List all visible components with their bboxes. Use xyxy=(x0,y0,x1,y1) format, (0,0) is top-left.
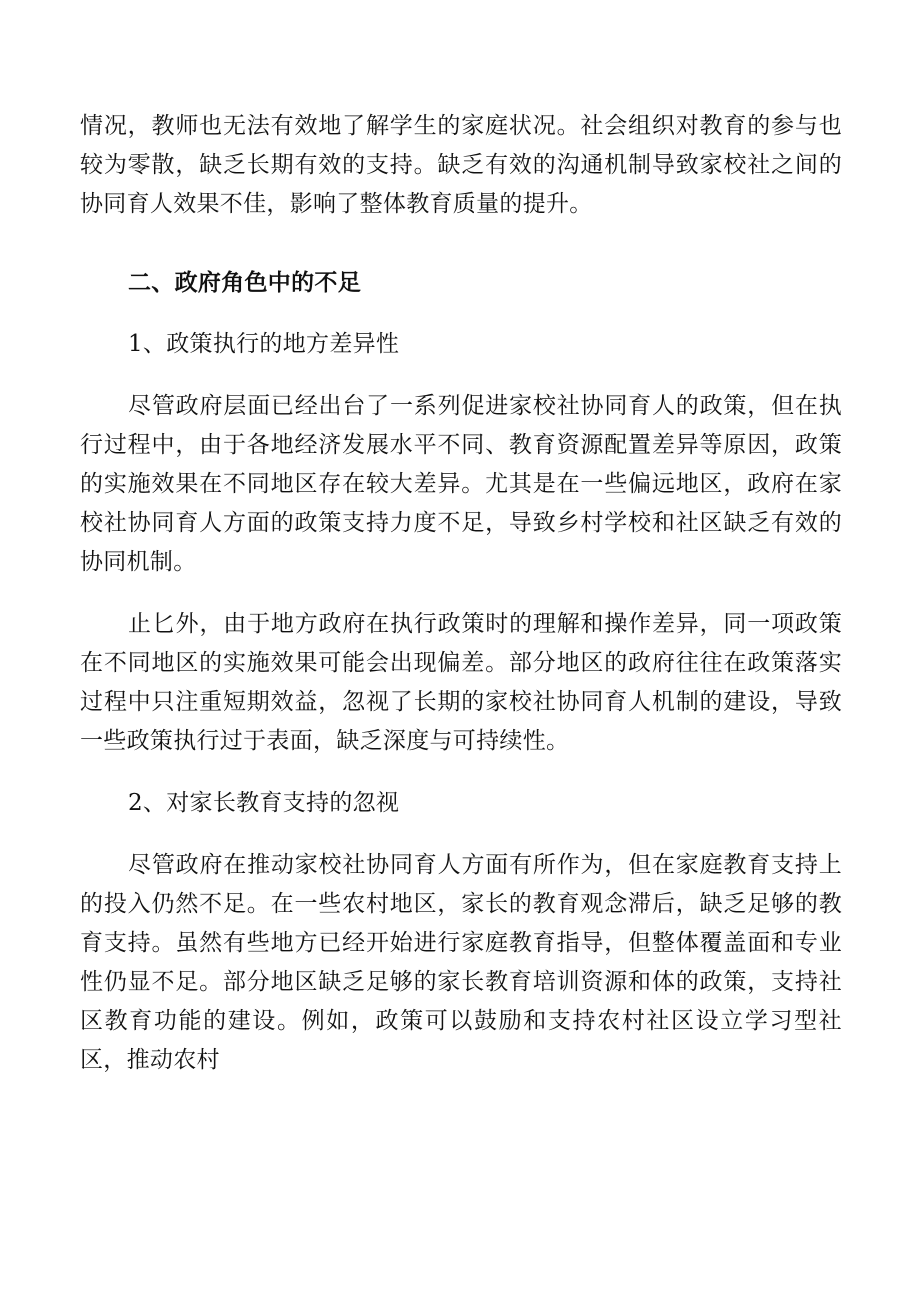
paragraph: 尽管政府层面已经出台了一系列促进家校社协同育人的政策，但在执行过程中，由于各地经济发展水平不同、教育资源配置差异等原因，政策的实施效果在不同地区存在较大差异。尤其是在一些偏远地区，政府在家校社协同育人方面的政策支持力度不足，导致乡村学校和社区缺乏有效的协同机制。 xyxy=(80,393,842,575)
subsection-heading-1: 1、政策执行的地方差异性 xyxy=(128,331,400,357)
document-body xyxy=(80,107,842,1080)
section-heading: 二、政府角色中的不足 xyxy=(128,269,361,296)
paragraph-continued: 情况，教师也无法有效地了解学生的家庭状况。社会组织对教育的参与也较为零散，缺乏长期有效的支持。缺乏有效的沟通机制导致家校社之间的协同育人效果不佳，影响了整体教育质量的提升。 xyxy=(80,113,842,217)
paragraph: 尽管政府在推动家校社协同育人方面有所作为，但在家庭教育支持上的投入仍然不足。在一些农村地区，家长的教育观念滞后，缺乏足够的教育支持。虽然有些地方已经开始进行家庭教育指导，但整体覆盖面和专业性仍显不足。部分地区缺乏足够的家长教育培训资源和体的政策，支持社区教育功能的建设。例如，政策可以鼓励和支持农村社区设立学习型社区，推动农村 xyxy=(80,852,842,1073)
paragraph: 止匕外，由于地方政府在执行政策时的理解和操作差异，同一项政策在不同地区的实施效果可能会出现偏差。部分地区的政府往往在政策落实过程中只注重短期效益，忽视了长期的家校社协同育人机制的建设，导致一些政策执行过于表面，缺乏深度与可持续性。 xyxy=(80,611,842,754)
subsection-heading-2: 2、对家长教育支持的忽视 xyxy=(128,790,400,816)
